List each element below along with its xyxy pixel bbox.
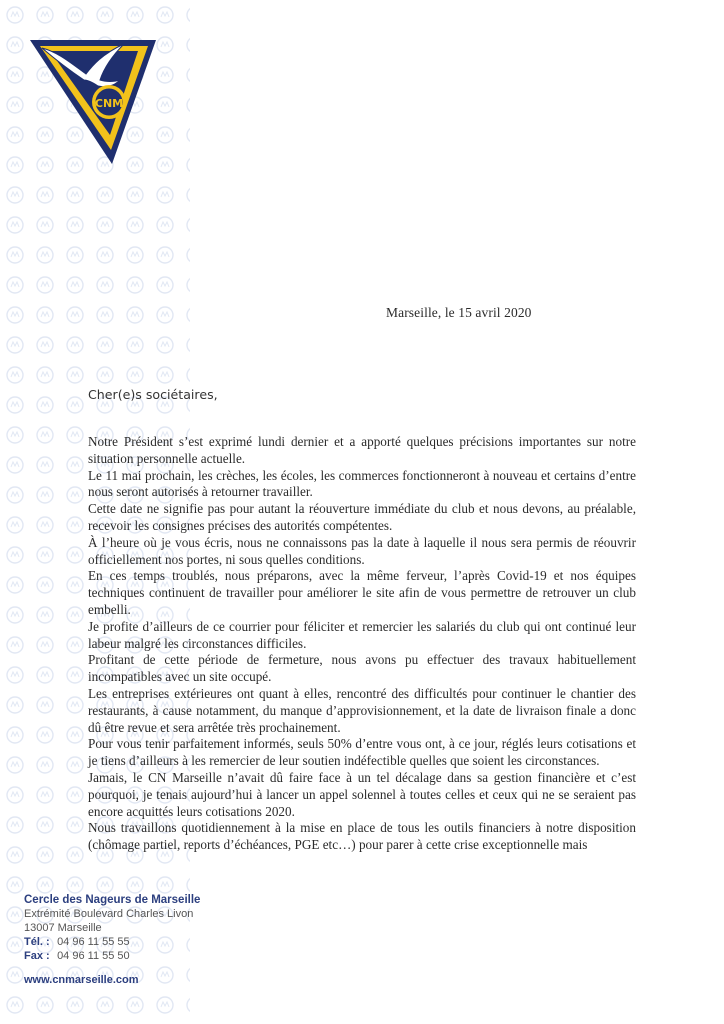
paragraph: Profitant de cette période de fermeture, nous avons pu effectuer des travaux habituellement incompatibles avec un site occupé.	[88, 652, 636, 685]
paragraph: À l’heure où je vous écris, nous ne connaissons pas la date à laquelle il nous sera permis de réouvrir officiellement nos portes, ni sous quelles conditions.	[88, 534, 636, 567]
paragraph: Nous travaillons quotidiennement à la mise en place de tous les outils financiers à notre disposition (chômage partiel, reports d’échéances, PGE etc…) pour parer à cette crise exceptionnelle mais	[88, 820, 636, 853]
address-line-1: Extrémité Boulevard Charles Livon	[24, 908, 194, 920]
org-name: Cercle des Nageurs de Marseille	[24, 894, 201, 906]
paragraph: Cette date ne signifie pas pour autant la réouverture immédiate du club et nous devons, au préalable, recevoir les consignes précises des autorités compétentes.	[88, 501, 636, 533]
paragraph: Jamais, le CN Marseille n’avait dû faire face à un tel décalage dans sa gestion financière et c’est pourquoi, je tenais aujourd’hui à lancer un appel solennel à toutes celles et ceux qui ne se seraient pas encore acquittés leurs cotisations 2020.	[88, 769, 636, 819]
paragraph: Je profite d’ailleurs de ce courrier pour féliciter et remercier les salariés du club qui ont continué leur labeur malgré les circonstances difficiles.	[88, 618, 636, 651]
phone-number: 04 96 11 55 55	[57, 936, 130, 948]
cnm-logo	[28, 38, 158, 166]
phone-label: Tél. :	[24, 936, 50, 948]
letter-date: Marseille, le 15 avril 2020	[386, 305, 532, 320]
phone-row	[24, 935, 200, 949]
website-link[interactable]: www.cnmarseille.com	[24, 974, 139, 986]
paragraph: Pour vous tenir parfaitement informés, seuls 50% d’entre vous ont, à ce jour, réglés leurs cotisations et je tiens d’ailleurs à les remercier de leur soutien indéfectible quelles que soient les circonstances.	[88, 736, 636, 769]
letter-body	[88, 434, 636, 854]
footer-contact	[24, 893, 200, 987]
fax-label: Fax :	[24, 950, 50, 962]
paragraph: En ces temps troublés, nous préparons, avec la même ferveur, l’après Covid-19 et nos équipes techniques continuent de travailler pour améliorer le site afin de vous permettre de retrouver un club embelli.	[88, 568, 636, 617]
paragraph: Les entreprises extérieures ont quant à elles, rencontré des difficultés pour continuer le chantier des restaurants, à cause notamment, du manque d’approvisionnement, et la date de livraison finale a donc dû être revue et sera arrêtée très prochainement.	[88, 685, 636, 735]
fax-row	[24, 949, 200, 963]
fax-number: 04 96 11 55 50	[57, 950, 130, 962]
address-line-2: 13007 Marseille	[24, 922, 102, 934]
paragraph: Notre Président s’est exprimé lundi dernier et a apporté quelques précisions importantes sur notre situation personnelle actuelle.	[88, 434, 636, 466]
paragraph: Le 11 mai prochain, les crèches, les écoles, les commerces fonctionneront à nouveau et certains d’entre nous seront autorisés à retourner travailler.	[88, 467, 636, 500]
letter-greeting: Cher(e)s sociétaires,	[88, 387, 218, 402]
logo-text: CNM	[94, 97, 124, 110]
